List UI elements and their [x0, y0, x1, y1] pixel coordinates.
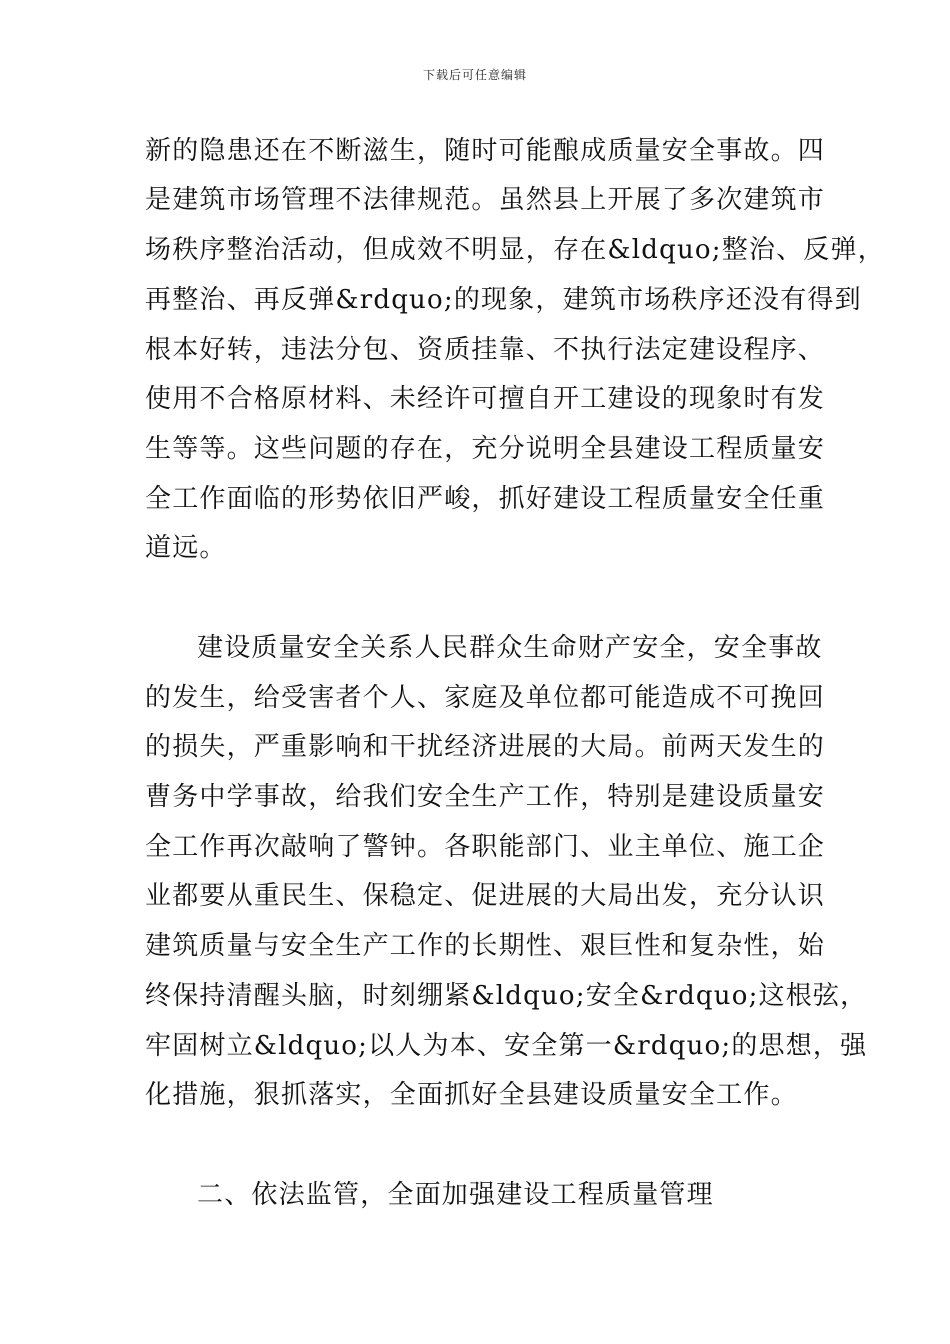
paragraph-2-line-9: 牢固树立&ldquo;以人为本、安全第一&rdquo;的思想，强: [145, 1031, 868, 1061]
page-header: 下载后可任意编辑: [422, 68, 527, 82]
paragraph-2-line-7: 建筑质量与安全生产工作的长期性、艰巨性和复杂性，始: [145, 931, 826, 961]
paragraph-2-line-4: 曹务中学事故，给我们安全生产工作，特别是建设质量安: [145, 782, 826, 812]
paragraph-2-line-2: 的发生，给受害者个人、家庭及单位都可能造成不可挽回: [145, 683, 826, 713]
paragraph-2-line-6: 业都要从重民生、保稳定、促进展的大局出发，充分认识: [145, 881, 826, 911]
paragraph-1-line-7: 生等等。这些问题的存在，充分说明全县建设工程质量安: [145, 434, 826, 464]
paragraph-1-line-2: 是建筑市场管理不法律规范。虽然县上开展了多次建筑市: [145, 185, 826, 215]
paragraph-2-line-8: 终保持清醒头脑，时刻绷紧&ldquo;安全&rdquo;这根弦，: [145, 981, 868, 1011]
paragraph-1-line-3: 场秩序整治活动，但成效不明显，存在&ldquo;整治、反弹，: [145, 235, 885, 265]
section-heading: 二、依法监管，全面加强建设工程质量管理: [197, 1180, 714, 1210]
paragraph-2-line-1: 建设质量安全关系人民群众生命财产安全，安全事故: [197, 633, 823, 663]
paragraph-1-line-5: 根本好转，违法分包、资质挂靠、不执行法定建设程序、: [145, 335, 826, 365]
paragraph-2-line-10: 化措施，狠抓落实，全面抓好全县建设质量安全工作。: [145, 1080, 798, 1110]
paragraph-2-line-5: 全工作再次敲响了警钟。各职能部门、业主单位、施工企: [145, 832, 826, 862]
paragraph-1-line-9: 道远。: [145, 533, 227, 563]
paragraph-1-line-4: 再整治、再反弹&rdquo;的现象，建筑市场秩序还没有得到: [145, 285, 862, 315]
paragraph-1-line-8: 全工作面临的形势依旧严峻，抓好建设工程质量安全任重: [145, 484, 826, 514]
paragraph-1-line-1: 新的隐患还在不断滋生，随时可能酿成质量安全事故。四: [145, 136, 826, 166]
paragraph-2-line-3: 的损失，严重影响和干扰经济进展的大局。前两天发生的: [145, 732, 826, 762]
paragraph-1-line-6: 使用不合格原材料、未经许可擅自开工建设的现象时有发: [145, 384, 826, 414]
